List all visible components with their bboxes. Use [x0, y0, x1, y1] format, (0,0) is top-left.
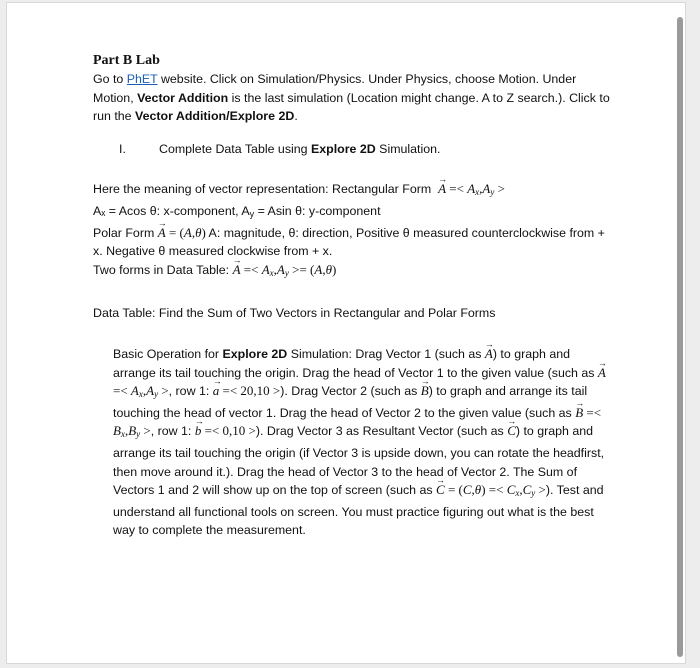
polar-line: Polar Form → A = (A,θ) A: magnitude, θ: direction, Positive θ measured counterclockwise from + x. Negative θ measured clockwise from + x.: [93, 224, 613, 261]
intro-paragraph: Go to PhET website. Click on Simulation/Physics. Under Physics, choose Motion. Under Motion, Vector Addition is the last simulation (Location might change. A to Z search.). Click to run the Vector Addition/Explore 2D.: [93, 72, 610, 124]
scrollbar[interactable]: [677, 17, 683, 657]
two-forms-line: Two forms in Data Table: → $A =< A_x,A_y >= (A,\theta)$: [93, 261, 613, 283]
basic-operation-paragraph: Basic Operation for Explore 2D Simulation: Drag Vector 1 (such as → A) to graph and arrange its tail touching the origin. Drag the head of Vector 1 to the given value (such as → $A =< A_x,A_y$ >, row 1: → a =< 20,10 >). Drag Vector 2 (such as → B) to graph and arrange its tail touching the head of vector 1. Drag the head of Vector 2 to the given value (such as → $B =< B_x,B_y$ >, row 1: → b =< 0,10 >). Drag Vector 3 as Resultant Vector (such as → C) to graph and arrange its tail touching the origin (if Vector 3 is upside down, you can rotate the headfirst, then move around it.). Drag the head of Vector 3 to the head of Vector 2. The Sum of Vectors 1 and 2 will show up on the top of screen (such as → $C = (C,\theta) =< C_x,C_y$ >). Test and understand all functional tools on screen. You must practice figuring out what is the best way to complete the measurement.: [113, 345, 613, 540]
list-item: I. Complete Data Table using Explore 2D Simulation.: [93, 140, 613, 159]
data-table-heading: Data Table: Find the Sum of Two Vectors in Rectangular and Polar Forms: [93, 306, 496, 321]
part-title: Part B Lab: [93, 53, 160, 68]
list-number: I.: [119, 141, 126, 156]
meaning-section: [93, 180, 613, 282]
document-page: [6, 2, 686, 664]
document-content: [93, 51, 613, 540]
component-line: Aₓ = Acos θ: x-component, $A_y = Asin$ θ: y-component: [93, 203, 381, 219]
phet-link[interactable]: PhET: [126, 72, 158, 86]
meaning-line1: Here the meaning of vector representation: Rectangular Form → $A =< A_x,A_y$ >: [93, 180, 613, 202]
